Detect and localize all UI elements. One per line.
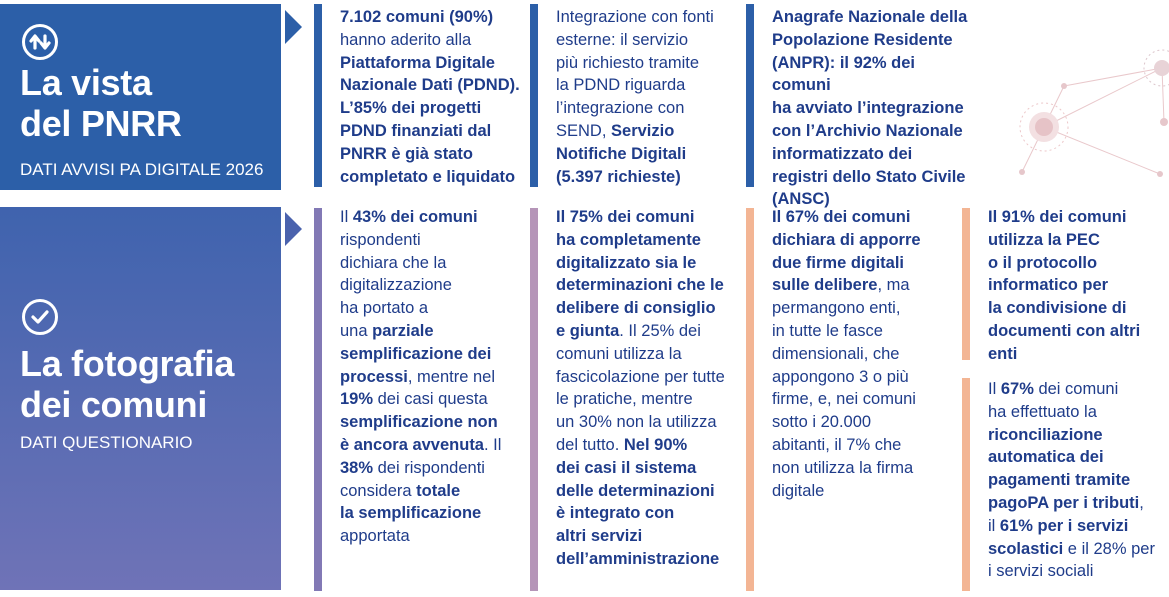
body-text: Il <box>340 208 353 226</box>
bold-text: PNRR è già stato <box>340 144 473 163</box>
bold-text: scolastici <box>988 539 1064 558</box>
bold-text: delle determinazioni <box>556 481 715 500</box>
body-text: , <box>1139 493 1144 512</box>
body-text: Il <box>988 380 1001 398</box>
bold-text: PDND finanziati dal <box>340 121 492 140</box>
bold-text: 19% <box>340 390 374 409</box>
network-decoration <box>1000 24 1169 192</box>
pec-text <box>988 206 1169 366</box>
body-text: i servizi sociali <box>988 562 1094 581</box>
bold-text: processi <box>340 367 408 386</box>
body-text: le pratiche, mentre <box>556 390 693 409</box>
title-line: dei comuni <box>20 384 208 425</box>
bold-text: riconciliazione <box>988 425 1103 444</box>
bold-text: sulle delibere <box>772 276 878 295</box>
bold-text: digitalizzato sia le <box>556 253 697 272</box>
bold-text: è integrato con <box>556 504 675 523</box>
bold-text: (ANPR): il 92% dei comuni <box>772 53 916 95</box>
bold-text: totale <box>416 481 461 500</box>
bold-text: completato e liquidato <box>340 167 516 186</box>
bold-text: dei casi il sistema <box>556 458 697 477</box>
column-divider <box>962 208 970 360</box>
body-text: il <box>988 516 1000 535</box>
column-divider <box>962 378 970 591</box>
semplificazione-text <box>340 206 530 548</box>
column-divider <box>746 4 754 187</box>
checkmark-circle-icon <box>22 299 58 335</box>
body-text: la PDND riguarda <box>556 76 686 95</box>
title-line: del PNRR <box>20 103 182 144</box>
body-text: rispondenti <box>340 230 421 249</box>
body-text: . Il 25% dei <box>619 321 701 340</box>
arrow-right-icon <box>285 10 302 44</box>
bold-text: con l’Archivio Nazionale <box>772 121 963 140</box>
body-text: considera <box>340 481 417 500</box>
bold-text: ha avviato l’integrazione <box>772 99 964 118</box>
send-text <box>556 6 741 188</box>
body-text: esterne: il servizio <box>556 30 689 49</box>
body-text: firme, e, nei comuni <box>772 390 916 409</box>
bold-text: documenti con altri <box>988 321 1141 340</box>
bold-text: determinazioni che le <box>556 276 724 295</box>
bold-text: registri dello Stato Civile <box>772 167 966 186</box>
bold-text: parziale <box>372 321 434 340</box>
bold-text: pagoPA per i tributi <box>988 493 1140 512</box>
bold-text: altri servizi <box>556 527 643 546</box>
body-text: dei comuni <box>1033 380 1119 398</box>
bold-text: la condivisione di <box>988 299 1127 318</box>
body-text: in tutte le fasce <box>772 321 883 340</box>
body-text: abitanti, il 7% che <box>772 435 902 454</box>
body-text: non utilizza la firma <box>772 458 914 477</box>
column-divider <box>314 208 322 591</box>
body-text: comuni utilizza la <box>556 344 682 363</box>
bold-text: (ANSC) <box>772 190 830 209</box>
arrow-right-icon <box>285 212 302 246</box>
body-text: , mentre nel <box>407 367 495 386</box>
bold-text: ha completamente <box>556 230 701 249</box>
body-text: . Il <box>484 435 502 454</box>
bold-text: dell’amministrazione <box>556 549 720 568</box>
body-text: dimensionali, che <box>772 344 900 363</box>
bold-text: Il 91% dei comuni <box>988 208 1127 226</box>
bold-text: Il 75% dei comuni <box>556 208 695 226</box>
body-text: dichiara che la <box>340 253 447 272</box>
bold-text: Il 67% dei comuni <box>772 208 911 226</box>
pnrr-panel <box>0 4 281 190</box>
title-line: La fotografia <box>20 343 235 384</box>
bold-text: e giunta <box>556 321 620 340</box>
bold-text: dichiara di apporre <box>772 230 921 249</box>
bold-text: semplificazione dei <box>340 344 492 363</box>
arrows-up-down-icon <box>22 24 58 60</box>
panel-subtitle: DATI AVVISI PA DIGITALE 2026 <box>20 160 264 179</box>
pagopa-text <box>988 378 1169 583</box>
bold-text: è ancora avvenuta <box>340 435 484 454</box>
body-text: e il 28% per <box>1063 539 1155 558</box>
panel-subtitle: DATI QUESTIONARIO <box>20 433 193 452</box>
body-text: , ma <box>877 276 910 295</box>
body-text: appongono 3 o più <box>772 367 909 386</box>
column-divider <box>530 4 538 187</box>
title-line: La vista <box>20 62 152 103</box>
panel-title <box>20 62 182 144</box>
body-text: digitalizzazione <box>340 276 452 295</box>
bold-text: informatizzato dei <box>772 144 913 163</box>
bold-text: utilizza la PEC <box>988 230 1100 249</box>
body-text: del tutto. <box>556 435 624 454</box>
bold-text: automatica dei <box>988 448 1104 467</box>
bold-text: Anagrafe Nazionale della <box>772 8 968 26</box>
bold-text: due firme digitali <box>772 253 905 272</box>
pdnd-text <box>340 6 530 188</box>
body-text: Integrazione con fonti <box>556 8 714 26</box>
bold-text: 43% dei comuni <box>352 208 478 226</box>
body-text: digitale <box>772 481 825 500</box>
determinazioni-text <box>556 206 746 571</box>
bold-text: pagamenti tramite <box>988 471 1131 490</box>
bold-text: semplificazione non <box>340 413 498 432</box>
column-divider <box>746 208 754 591</box>
bold-text: Notifiche Digitali <box>556 144 687 163</box>
bold-text: Servizio <box>611 121 675 140</box>
bold-text: Nazionale Dati (PDND). <box>340 76 520 95</box>
body-text: un 30% non la utilizza <box>556 413 717 432</box>
bold-text: Popolazione Residente <box>772 30 953 49</box>
bold-text: 67% <box>1000 380 1034 398</box>
bold-text: Piattaforma Digitale <box>340 53 495 72</box>
bold-text: enti <box>988 344 1018 363</box>
bold-text: la semplificazione <box>340 504 482 523</box>
bold-text: 7.102 comuni (90%) <box>340 8 494 26</box>
body-text: una <box>340 321 373 340</box>
body-text: SEND, <box>556 121 612 140</box>
bold-text: (5.397 richieste) <box>556 167 681 186</box>
bold-text: o il protocollo <box>988 253 1098 272</box>
bold-text: informatico per <box>988 276 1109 295</box>
body-text: più richiesto tramite <box>556 53 700 72</box>
body-text: l’integrazione con <box>556 99 685 118</box>
body-text: fascicolazione per tutte <box>556 367 725 386</box>
bold-text: delibere di consiglio <box>556 299 716 318</box>
bold-text: Nel 90% <box>623 435 688 454</box>
column-divider <box>314 4 322 187</box>
body-text: hanno aderito alla <box>340 30 472 49</box>
comuni-panel <box>0 207 281 590</box>
body-text: ha effettuato la <box>988 402 1097 421</box>
body-text: dei casi questa <box>373 390 488 409</box>
body-text: permangono enti, <box>772 299 901 318</box>
body-text: apportata <box>340 527 410 546</box>
bold-text: L’85% dei progetti <box>340 99 482 118</box>
body-text: ha portato a <box>340 299 429 318</box>
body-text: dei rispondenti <box>373 458 485 477</box>
bold-text: 61% per i servizi <box>999 516 1129 535</box>
firme-text <box>772 206 962 502</box>
panel-title <box>20 343 234 425</box>
anpr-text <box>772 6 977 211</box>
body-text: sotto i 20.000 <box>772 413 872 432</box>
bold-text: 38% <box>340 458 374 477</box>
column-divider <box>530 208 538 591</box>
